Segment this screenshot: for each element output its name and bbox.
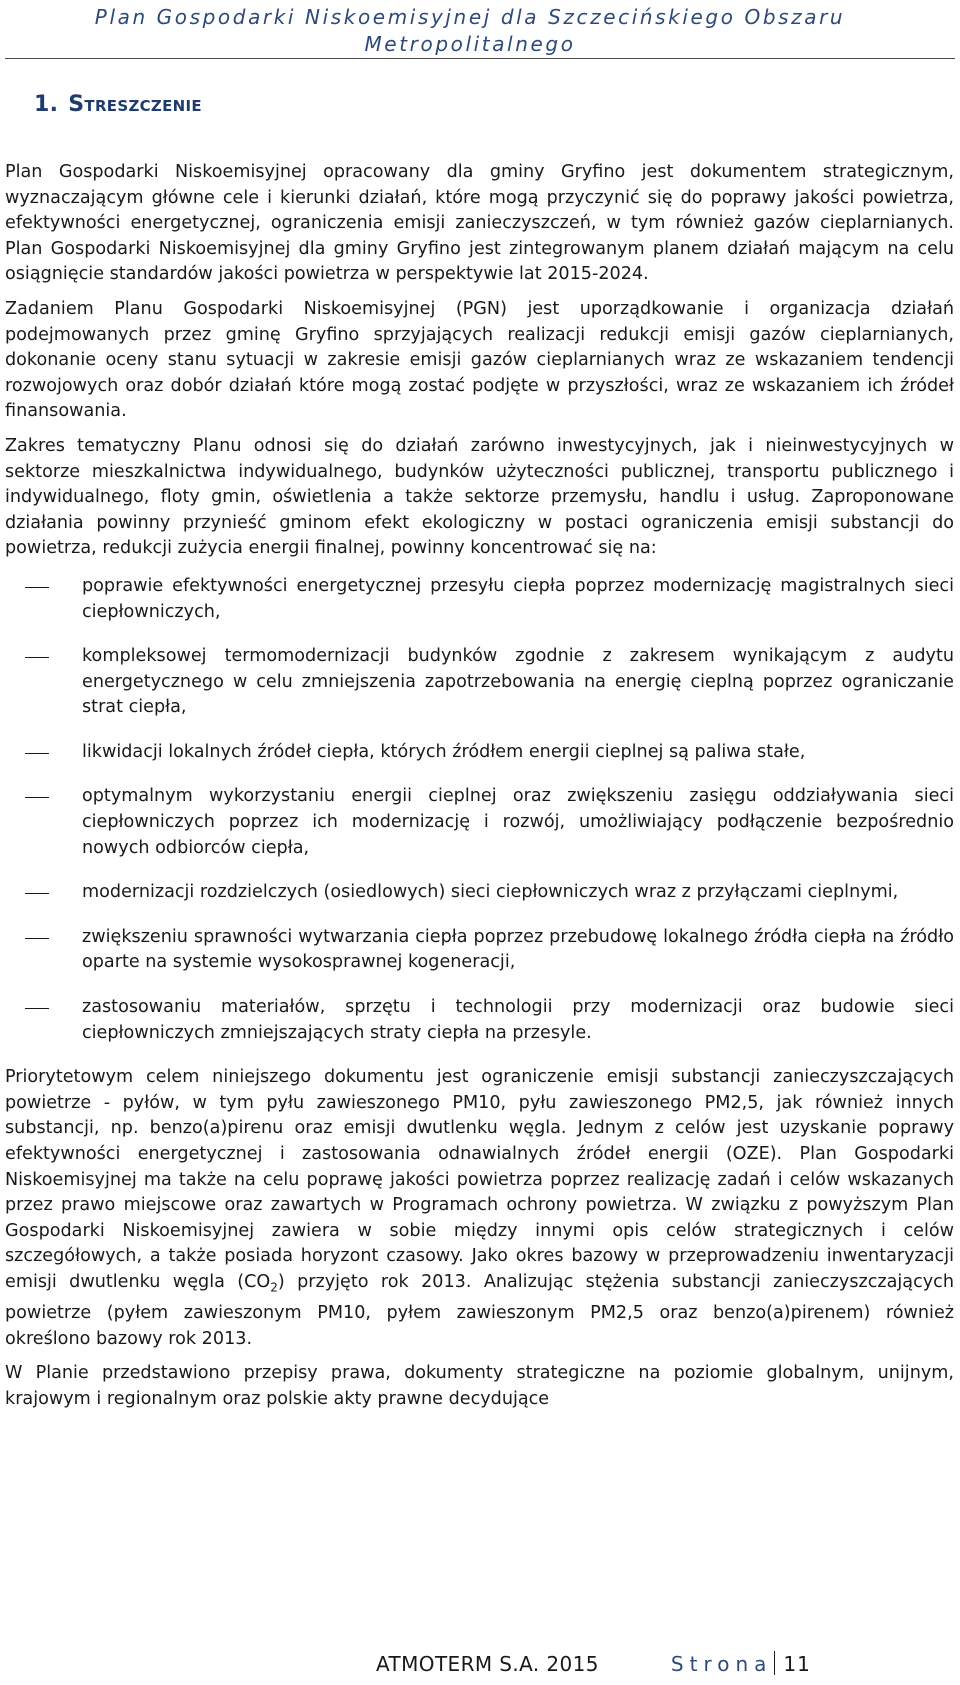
page-footer xyxy=(376,1651,811,1676)
paragraph-priority xyxy=(5,1065,954,1352)
co2-subscript: 2 xyxy=(270,1280,278,1295)
list-item xyxy=(5,740,954,766)
header-divider xyxy=(5,58,955,59)
running-header: Plan Gospodarki Niskoemisyjnej dla Szczecińskiego Obszaru Metropolitalnego xyxy=(94,5,846,56)
list-item xyxy=(5,644,954,721)
action-list xyxy=(5,574,954,1046)
paragraph-tasks: Zadaniem Planu Gospodarki Niskoemisyjnej (PGN) jest uporządkowanie i organizacja działań podejmowanych przez gminę Gryfino sprzyjających realizacji redukcji emisji gazów cieplarnianych, dokonanie oceny stanu sytuacji w zakresie emisji gazów cieplarnianych wraz ze wskazaniem tendencji rozwojowych oraz dobór działań które mogą zostać podjęte w przyszłości, wraz ze wskazaniem ich źródeł finansowania. xyxy=(5,298,954,422)
paragraph-intro: Plan Gospodarki Niskoemisyjnej opracowany dla gminy Gryfino jest dokumentem strategicznym, wyznaczającym główne cele i kierunki działań, które mogą przyczynić się do poprawy jakości powietrza, efektywności energetycznej, ograniczenia emisji zanieczyszczeń, w tym również gazów cieplarnianych. Plan Gospodarki Niskoemisyjnej dla gminy Gryfino jest zintegrowanym planem działań mającym na celu osiągnięcie standardów jakości powietrza w perspektywie lat 2015-2024. xyxy=(5,162,954,285)
footer-page-label: Strona xyxy=(670,1652,773,1676)
list-item xyxy=(5,995,954,1046)
list-item xyxy=(5,784,954,861)
section-heading xyxy=(34,92,202,117)
paragraph-legal: W Planie przedstawiono przepisy prawa, dokumenty strategiczne na poziomie globalnym, unijnym, krajowym i regionalnym oraz polskie akty prawne decydujące xyxy=(5,1363,954,1409)
list-item-text: poprawie efektywności energetycznej przesyłu ciepła poprzez modernizację magistralnych sieci ciepłowniczych, xyxy=(82,575,954,622)
list-item-text: modernizacji rozdzielczych (osiedlowych) sieci ciepłowniczych wraz z przyłączami cieplnymi, xyxy=(82,882,899,903)
footer-page-number: 11 xyxy=(783,1652,811,1676)
list-item-text: optymalnym wykorzystaniu energii cieplnej oraz zwiększeniu zasięgu oddziaływania sieci ciepłowniczych poprzez ich modernizację i rozwój, umożliwiający podłączenie bezpośrednio nowych odbiorców ciepła, xyxy=(82,786,954,858)
footer-company: ATMOTERM S.A. 2015 xyxy=(376,1652,599,1676)
paragraph-scope: Zakres tematyczny Planu odnosi się do działań zarówno inwestycyjnych, jak i nieinwestycyjnych w sektorze mieszkalnictwa indywidualnego, budynków użyteczności publicznej, transportu publicznego i indywidualnego, floty gmin, oświetlenia a także sektorze przemysłu, handlu i usług. Zaproponowane działania powinny przynieść gminom efekt ekologiczny w postaci ograniczenia emisji substancji do powietrza, redukcji zużycia energii finalnej, powinny koncentrować się na: xyxy=(5,435,954,559)
footer-separator xyxy=(774,1651,775,1675)
section-number: 1. xyxy=(34,92,59,117)
list-item xyxy=(5,880,954,906)
list-item-text: kompleksowej termomodernizacji budynków zgodnie z zakresem wynikającym z audytu energetycznego w celu zmniejszenia zapotrzebowania na energię cieplną poprzez ograniczanie strat ciepła, xyxy=(82,646,954,718)
list-item xyxy=(5,574,954,625)
list-item-text: likwidacji lokalnych źródeł ciepła, których źródłem energii cieplnej są paliwa stałe, xyxy=(82,741,806,762)
list-item xyxy=(5,925,954,976)
document-body xyxy=(5,160,954,1421)
section-title: Streszczenie xyxy=(68,92,202,117)
list-item-text: zwiększeniu sprawności wytwarzania ciepła poprzez przebudowę lokalnego źródła ciepła na źródło oparte na systemie wysokosprawnej kogeneracji, xyxy=(82,926,954,973)
paragraph-priority-text-end: ) przyjęto rok 2013. Analizując stężenia substancji zanieczyszczających powietrze (pyłem zawieszonym PM10, pyłem zawieszonym PM2,5 oraz benzo(a)pirenem) również określono bazowy rok 2013. xyxy=(5,1271,954,1349)
list-item-text: zastosowaniu materiałów, sprzętu i technologii przy modernizacji oraz budowie sieci ciepłowniczych zmniejszających straty ciepła na przesyle. xyxy=(82,997,954,1043)
paragraph-priority-text: Priorytetowym celem niniejszego dokumentu jest ograniczenie emisji substancji zanieczyszczających powietrze - pyłów, w tym pyłu zawieszonego PM10, pyłu zawieszonego PM2,5, jak również innych substancji, np. benzo(a)pirenu oraz emisji dwutlenku węgla. Jednym z celów jest uzyskanie poprawy efektywności energetycznej i zastosowania odnawialnych źródeł energii (OZE). Plan Gospodarki Niskoemisyjnej ma także na celu poprawę jakości powietrza poprzez realizację zadań i celów wskazanych przez prawo miejscowe oraz zawartych w Programach ochrony powietrza. W związku z powyższym Plan Gospodarki Niskoemisyjnej zawiera w sobie między innymi opis celów strategicznych i celów szczegółowych, a także posiada horyzont czasowy. Jako okres bazowy w przeprowadzeniu inwentaryzacji emisji dwutlenku węgla (CO xyxy=(5,1067,954,1292)
